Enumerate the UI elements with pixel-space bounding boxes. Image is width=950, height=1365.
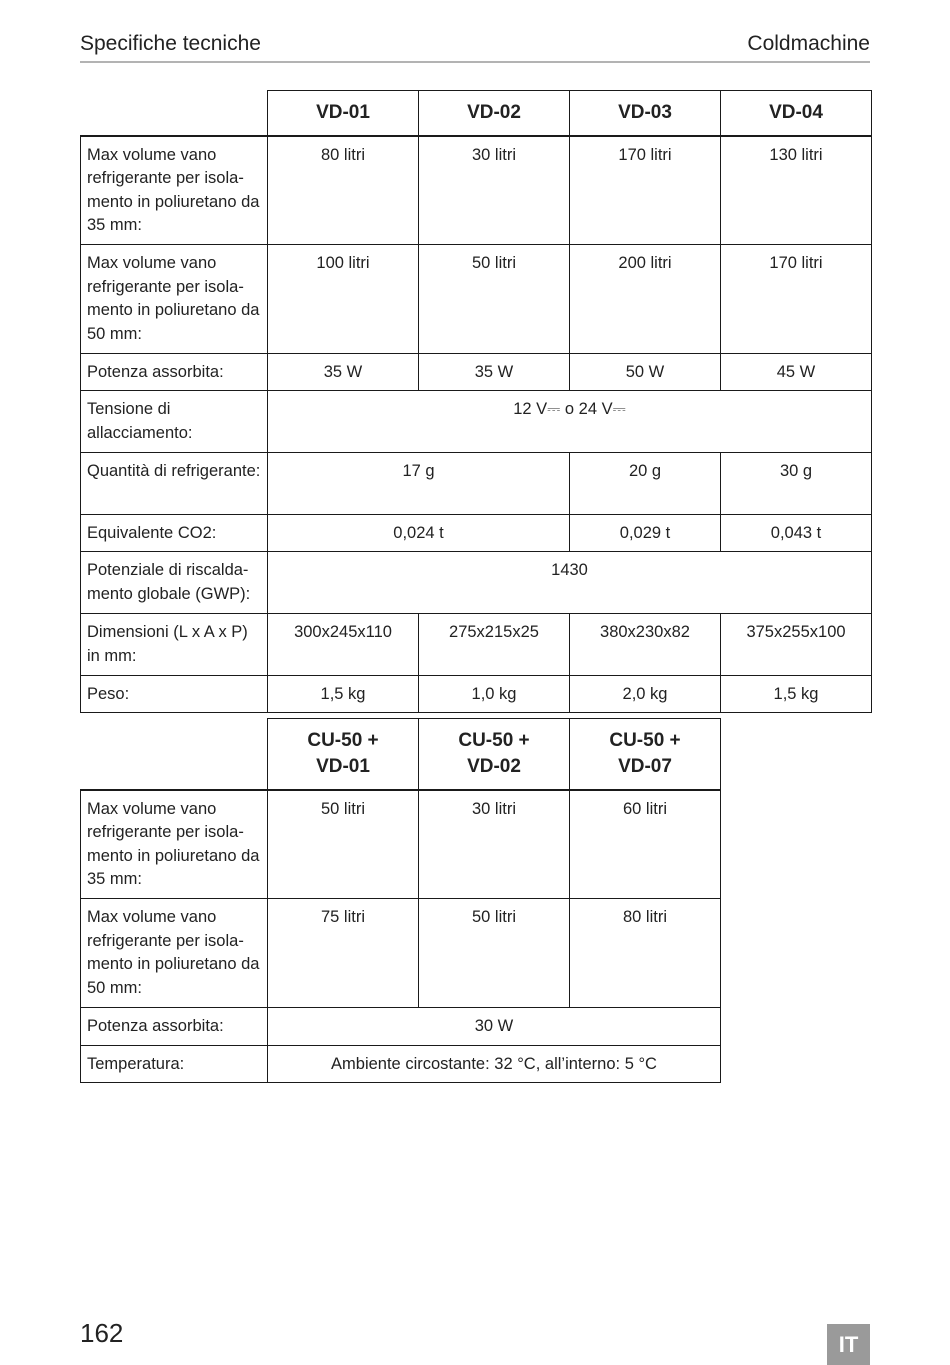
column-header-line: CU-50 + xyxy=(458,729,530,751)
table-cell: 30 W xyxy=(268,1008,721,1046)
column-header: VD-03 xyxy=(570,91,721,136)
column-header: VD-04 xyxy=(721,91,872,136)
table-cell: 60 litri xyxy=(570,790,721,899)
table-cell: 12 V⎓ o 24 V⎓ xyxy=(268,391,872,453)
table-cell: 1,5 kg xyxy=(268,676,419,713)
column-header-line: CU-50 + xyxy=(609,729,681,751)
table-row xyxy=(81,453,872,515)
table-cell: 80 litri xyxy=(268,136,419,245)
column-header: VD-02 xyxy=(419,91,570,136)
spec-table-vd xyxy=(80,90,872,713)
row-label: Max volume vano refrigerante per isolamento in poliuretano da 50 mm: xyxy=(81,245,268,354)
table-cell: 50 litri xyxy=(419,245,570,354)
page-header xyxy=(80,30,870,63)
row-label: Max volume vano refrigerante per isolamento in poliuretano da 50 mm: xyxy=(81,899,268,1008)
table-cell: Ambiente circostante: 32 °C, all’interno: 5 °C xyxy=(268,1046,721,1083)
table-header-row xyxy=(81,719,721,790)
table-cell: 275x215x25 xyxy=(419,614,570,676)
language-badge: IT xyxy=(827,1324,870,1365)
column-header: VD-01 xyxy=(268,91,419,136)
spec-table-cu50 xyxy=(80,718,721,1083)
row-label: Potenza assorbita: xyxy=(81,354,268,391)
table-cell: 1,5 kg xyxy=(721,676,872,713)
table-cell: 35 W xyxy=(268,354,419,391)
table-cell: 170 litri xyxy=(570,136,721,245)
table-row xyxy=(81,899,721,1008)
column-header-line: VD-02 xyxy=(467,755,521,777)
table-cell: 80 litri xyxy=(570,899,721,1008)
table-row xyxy=(81,614,872,676)
table-row xyxy=(81,1046,721,1083)
row-label: Peso: xyxy=(81,676,268,713)
table-corner xyxy=(81,719,268,790)
table-cell: 380x230x82 xyxy=(570,614,721,676)
row-label: Temperatura: xyxy=(81,1046,268,1083)
row-label: Potenza assorbita: xyxy=(81,1008,268,1046)
table-row xyxy=(81,515,872,552)
table-cell: 375x255x100 xyxy=(721,614,872,676)
row-label: Equivalente CO2: xyxy=(81,515,268,552)
table-cell: 1,0 kg xyxy=(419,676,570,713)
column-header xyxy=(419,719,570,790)
table-cell: 30 g xyxy=(721,453,872,515)
table-row xyxy=(81,354,872,391)
table-row xyxy=(81,552,872,614)
table-cell: 35 W xyxy=(419,354,570,391)
page-number: 162 xyxy=(80,1318,124,1348)
table-cell: 20 g xyxy=(570,453,721,515)
row-label: Max volume vano refrigerante per isolamento in poliuretano da 35 mm: xyxy=(81,790,268,899)
table-cell: 0,043 t xyxy=(721,515,872,552)
table-cell: 100 litri xyxy=(268,245,419,354)
table-corner xyxy=(81,91,268,136)
table-cell: 50 litri xyxy=(419,899,570,1008)
table-row xyxy=(81,1008,721,1046)
row-label: Dimensioni (L x A x P) in mm: xyxy=(81,614,268,676)
table-cell: 50 litri xyxy=(268,790,419,899)
table-cell: 0,024 t xyxy=(268,515,570,552)
table-cell: 45 W xyxy=(721,354,872,391)
row-label: Quantità di refrigerante: xyxy=(81,453,268,515)
section-title: Specifiche tecniche xyxy=(80,32,261,55)
table-header-row xyxy=(81,91,872,136)
table-cell: 1430 xyxy=(268,552,872,614)
column-header-line: VD-07 xyxy=(618,755,672,777)
table-cell: 17 g xyxy=(268,453,570,515)
table-cell: 300x245x110 xyxy=(268,614,419,676)
table-row xyxy=(81,136,872,245)
table-cell: 170 litri xyxy=(721,245,872,354)
table-cell: 2,0 kg xyxy=(570,676,721,713)
table-cell: 75 litri xyxy=(268,899,419,1008)
column-header xyxy=(268,719,419,790)
row-label: Max volume vano refrigerante per isolamento in poliuretano da 35 mm: xyxy=(81,136,268,245)
row-label: Tensione di allacciamento: xyxy=(81,391,268,453)
table-row xyxy=(81,391,872,453)
table-cell: 200 litri xyxy=(570,245,721,354)
table-row xyxy=(81,676,872,713)
table-cell: 30 litri xyxy=(419,790,570,899)
column-header-line: VD-01 xyxy=(316,755,370,777)
column-header-line: CU-50 + xyxy=(307,729,379,751)
table-cell: 130 litri xyxy=(721,136,872,245)
table-cell: 50 W xyxy=(570,354,721,391)
table-row xyxy=(81,790,721,899)
column-header xyxy=(570,719,721,790)
table-cell: 30 litri xyxy=(419,136,570,245)
product-name: Coldmachine xyxy=(747,32,870,55)
table-cell: 0,029 t xyxy=(570,515,721,552)
table-row xyxy=(81,245,872,354)
row-label: Potenziale di riscaldamento globale (GWP): xyxy=(81,552,268,614)
